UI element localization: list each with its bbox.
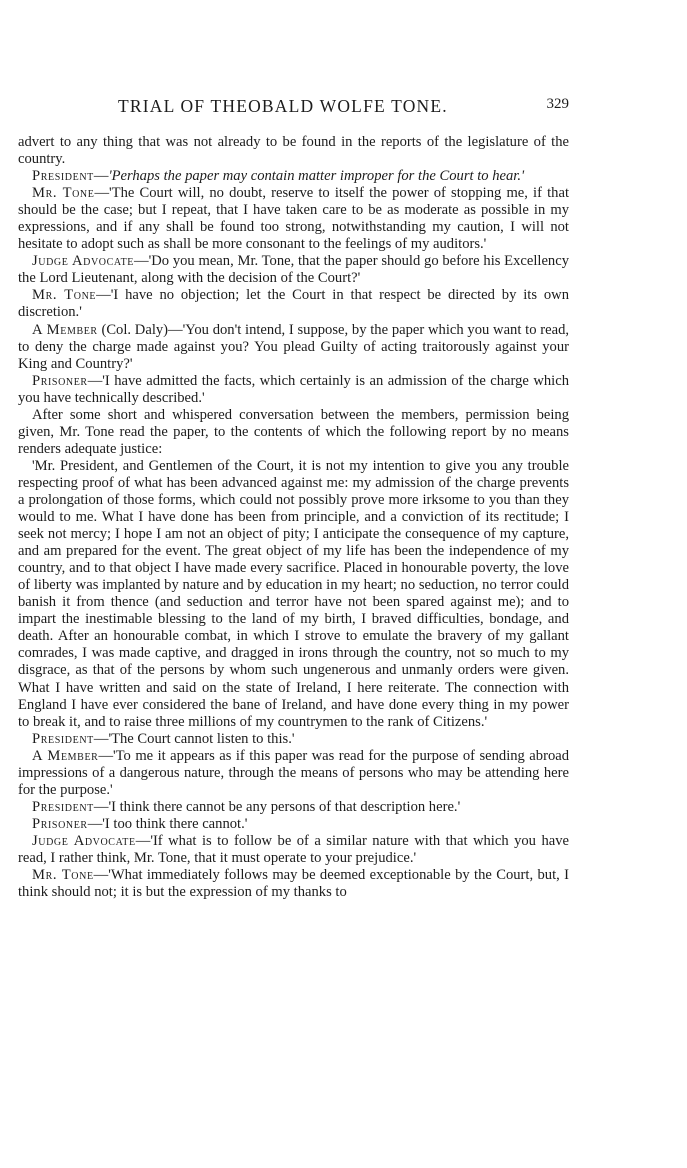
speaker: Mr. Tone xyxy=(32,287,97,304)
paragraph: A Member (Col. Daly)—'You don't intend, I suppose, by the paper which you want to read, to deny the charge made against you? You plead Guilty of acting traitorously against your King and Country?' xyxy=(18,321,570,372)
paragraph: advert to any thing that was not already to be found in the reports of the legislature of the country. xyxy=(18,134,569,168)
paragraph: Judge Advocate—'If what is to follow be of a similar nature with that which you have read, I rather think, Mr. Tone, that it must operate to your prejudice.' xyxy=(18,832,569,866)
paragraph: Mr. Tone—'The Court will, no doubt, reserve to itself the power of stopping me, if that should be the case; but I repeat, that I have taken care to be as moderate as possible in my expressions, and if any shall be found too strong, notwithstanding my caution, I will not hesitate to adopt such as shall be more consonant to the feelings of my auditors.' xyxy=(18,185,569,253)
speaker: Mr. Tone xyxy=(32,185,95,202)
page-number: 329 xyxy=(546,96,569,112)
paragraph: President—'Perhaps the paper may contain matter improper for the Court to hear.' xyxy=(32,168,525,185)
running-header xyxy=(18,96,569,120)
speaker: President xyxy=(32,168,94,185)
speaker: President xyxy=(32,730,94,747)
speaker: A Member xyxy=(32,747,99,764)
speaker: President xyxy=(32,798,94,815)
speaker: Judge Advocate xyxy=(32,832,136,849)
paragraph: Judge Advocate—'Do you mean, Mr. Tone, that the paper should go before his Excellency the Lord Lieutenant, along with the decision of the Court?' xyxy=(18,253,569,287)
paragraph: Prisoner—'I too think there cannot.' xyxy=(32,815,248,832)
body-text xyxy=(18,134,569,901)
paragraph: 'Mr. President, and Gentlemen of the Court, it is not my intention to give you any trouble respecting proof of what has been advanced against me: my admission of the charge prevents a prolongation of those forms, which could not possibly prove more irksome to you than they would to me. What I have done has been from principle, and a conviction of its rectitude; I seek not mercy; I hope I am not an object of pity; I anticipate the consequence of my capture, and am prepared for the event. The great object of my life has been the independence of my country, and to that object I have made every sacrifice. Placed in honourable poverty, the love of liberty was implanted by nature and by education in my heart; no seduction, no terror could banish it from thence (and seduction and terror have not been spared against me); and to impart the inestimable blessing to the land of my birth, I braved difficulties, bondage, and death. After an honourable combat, in which I strove to emulate the bravery of my gallant comrades, I was made captive, and dragged in irons through the country, not so much to my disgrace, as that of the persons by whom such ungenerous and unmanly orders were given. What I have written and said on the state of Ireland, I here reiterate. The connection with England I have ever considered the bane of Ireland, and have done every thing in my power to break it, and to raise three millions of my countrymen to the rank of Citizens.' xyxy=(18,457,569,730)
paragraph: Prisoner—'I have admitted the facts, which certainly is an admission of the charge which you have technically described.' xyxy=(18,372,569,406)
paragraph: After some short and whispered conversation between the members, permission being given, Mr. Tone read the paper, to the contents of which the following report by no means renders adequate justice: xyxy=(18,406,569,457)
paragraph: A Member—'To me it appears as if this paper was read for the purpose of sending abroad impressions of a dangerous nature, through the means of persons who may be attending here for the purpose.' xyxy=(18,747,570,798)
speaker: A Member xyxy=(32,321,98,338)
speaker: Judge Advocate xyxy=(32,253,135,270)
speaker: Prisoner xyxy=(32,372,88,389)
speaker: Prisoner xyxy=(32,815,88,832)
speaker: Mr. Tone xyxy=(32,867,94,884)
running-title: TRIAL OF THEOBALD WOLFE TONE. xyxy=(118,96,448,116)
paragraph: President—'The Court cannot listen to this.' xyxy=(32,730,295,747)
paragraph: Mr. Tone—'What immediately follows may be deemed exceptionable by the Court, but, I think should not; it is but the expression of my thanks to xyxy=(18,867,569,901)
paragraph: President—'I think there cannot be any persons of that description here.' xyxy=(32,798,461,815)
paragraph: Mr. Tone—'I have no objection; let the Court in that respect be directed by its own discretion.' xyxy=(18,287,569,321)
